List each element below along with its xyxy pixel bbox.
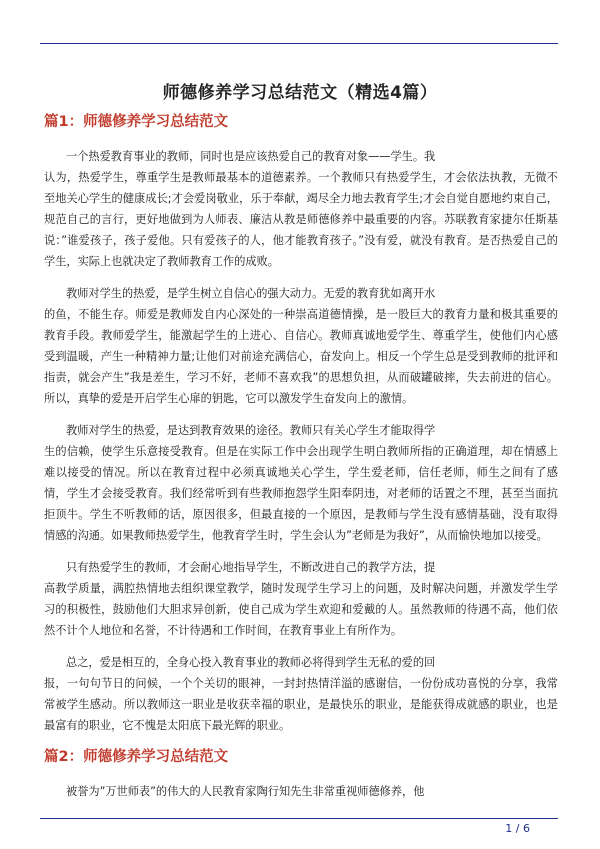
- paragraph-first-line: 教师对学生的热爱，是学生树立自信心的强大动力。无爱的教育犹如离开水: [66, 287, 436, 300]
- paragraph-first-line: 被誉为”万世师表”的伟大的人民教育家陶行知先生非常重视师德修养，他: [66, 785, 425, 798]
- paragraph-first-line: 总之，爱是相互的，全身心投入教育事业的教师必将得到学生无私的爱的回: [66, 656, 436, 669]
- header-rule: [40, 43, 558, 44]
- footer-rule: [40, 818, 558, 819]
- page-number: 1 / 6: [505, 822, 530, 835]
- paragraph-text: 的鱼，不能生存。师爱是教师发自内心深处的一种崇高道德情操，是一股巨大的教育力量和极其重要的教育手段。教师爱学生，能激起学生的上进心、自信心。教师真诚地爱学生、尊重学生，使他们内心感受到温暖，产生一种精神力量;让他们对前途充满信心，奋发向上。相反一个学生总是受到教师的批评和指责，就会产生”我是差生，学习不好，老师不喜欢我”的思想负担，从而破罐破摔，失去前进的信心。所以，真挚的爱是开启学生心扉的钥匙，它可以激发学生奋发向上的激情。: [44, 308, 558, 405]
- paragraph-text: 高教学质量，满腔热情地去组织课堂教学，随时发现学生学习上的问题，及时解决问题，并激发学生学习的积极性，鼓励他们大胆求异创新，使自己成为学生欢迎和爱戴的人。虽然教师的待遇不高，他们依然不计个人地位和名誉，不计待遇和工作时间，在教育事业上有所作为。: [44, 582, 558, 637]
- paragraph: [44, 420, 558, 546]
- document-title: 师德修养学习总结范文（精选4篇）: [162, 83, 438, 103]
- document-body: [44, 112, 558, 813]
- paragraph-text: 生的信赖，使学生乐意接受教育。但是在实际工作中会出现学生明白教师所指的正确道理，却在情感上难以接受的情况。所以在教育过程中必须真诚地关心学生，学生爱老师，信任老师，师生之间有了感情，学生才会接受教育。我们经常听到有些教师抱怨学生阳奉阴违，对老师的话置之不理，甚至当面抗拒顶牛。学生不听教师的话，原因很多，但最直接的一个原因，是教师与学生没有感情基础，没有取得情感的沟通。如果教师热爱学生，他教育学生时，学生会认为”老师是为我好”，从而愉快地加以接受。: [44, 445, 558, 542]
- paragraph: [44, 283, 558, 409]
- paragraph-first-line: 只有热爱学生的教师，才会耐心地指导学生，不断改进自己的教学方法，提: [66, 561, 436, 574]
- paragraph-text: 认为，热爱学生，尊重学生是教师最基本的道德素养。一个教师只有热爱学生，才会依法执教，无微不至地关心学生的健康成长;才会爱岗敬业，乐于奉献，竭尽全力地去教育学生;才会自觉自愿地约束自己，规范自己的言行，更好地做到为人师表、廉洁从教是师德修养中最重要的内容。苏联教育家捷尔任斯基说：”谁爱孩子，孩子爱他。只有爱孩子的人，他才能教育孩子。”没有爱，就没有教育。是否热爱自己的学生，实际上也就决定了教师教育工作的成败。: [44, 171, 558, 268]
- section-heading-2: 篇2：师德修养学习总结范文: [44, 749, 229, 765]
- paragraph-first-line: 教师对学生的热爱，是达到教育效果的途径。教师只有关心学生才能取得学: [66, 424, 436, 437]
- paragraph: [44, 146, 558, 272]
- section-heading-1: 篇1：师德修养学习总结范文: [44, 114, 229, 130]
- paragraph: [44, 557, 558, 641]
- paragraph-first-line: 一个热爱教育事业的教师，同时也是应该热爱自己的教育对象——学生。我: [66, 150, 436, 163]
- paragraph-text: 报，一句句节日的问候，一个个关切的眼神，一封封热情洋溢的感谢信，一份份成功喜悦的分享，我常常被学生感动。所以教师这一职业是收获幸福的职业，是最快乐的职业，是能获得成就感的职业，也是最富有的职业，它不愧是太阳底下最光辉的职业。: [44, 677, 558, 732]
- paragraph: [44, 652, 558, 736]
- paragraph: [44, 781, 558, 802]
